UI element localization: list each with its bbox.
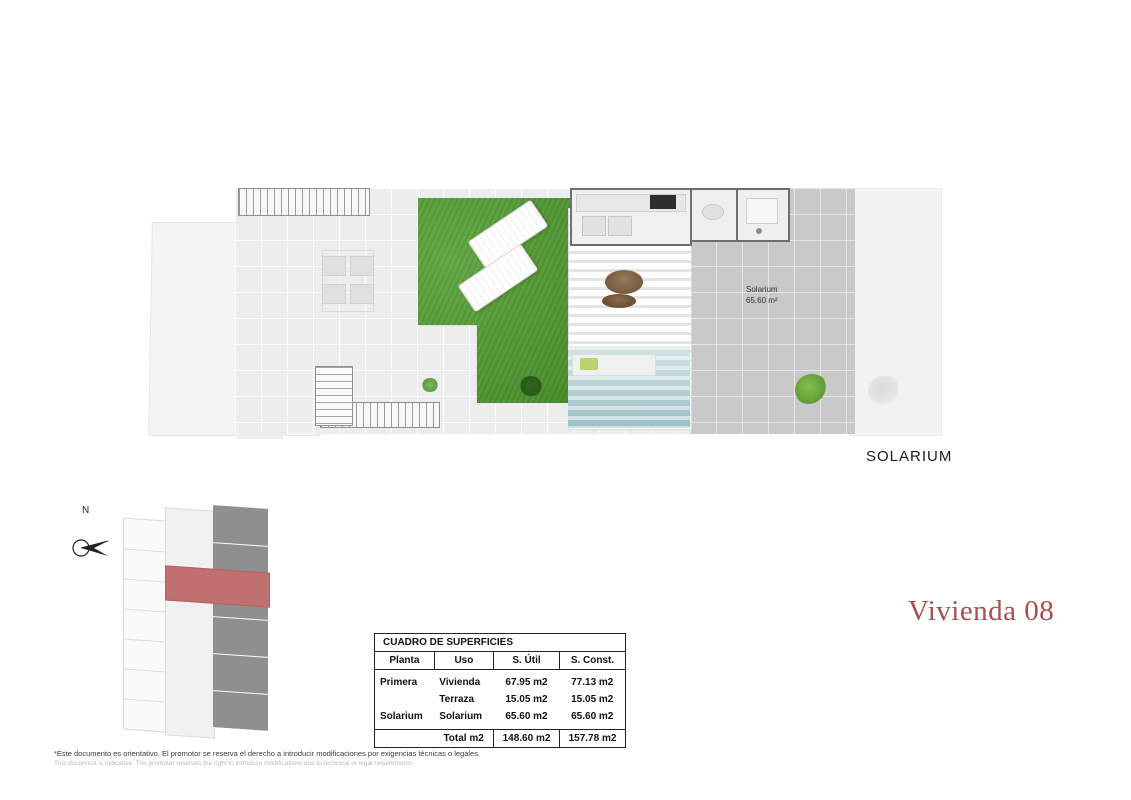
table-row — [375, 708, 626, 725]
table-title-row — [375, 634, 626, 652]
patio-chair — [350, 256, 374, 276]
total-const: 157.78 m2 — [559, 730, 625, 748]
total-label: Total m2 — [434, 730, 493, 748]
patio-chair — [322, 256, 346, 276]
plan-outdoor-kitchen — [570, 188, 692, 246]
table-row — [375, 674, 626, 691]
surfaces-table — [374, 633, 626, 748]
room-label-solarium — [746, 284, 778, 306]
plant-icon — [520, 376, 542, 396]
column-header-uso: Uso — [434, 652, 493, 670]
cushion — [580, 358, 598, 370]
plan-hatch-roof-top — [238, 188, 370, 216]
patio-chair — [322, 284, 346, 304]
column-header-planta: Planta — [375, 652, 435, 670]
plan-staircase — [315, 366, 353, 426]
round-table — [602, 294, 636, 308]
cell-const: 65.60 m2 — [559, 708, 625, 725]
north-arrow-svg — [68, 523, 114, 563]
cell-const: 15.05 m2 — [559, 691, 625, 708]
key-plan-highlight-unit — [165, 565, 270, 607]
cell-uso: Vivienda — [434, 674, 493, 691]
disclaimer — [54, 748, 754, 769]
key-plan-block-left — [123, 517, 167, 732]
cell-util: 65.60 m2 — [494, 708, 560, 725]
key-plan-block-right — [213, 505, 268, 731]
cell-const: 77.13 m2 — [559, 674, 625, 691]
toilet-icon — [702, 204, 724, 220]
table-title: CUADRO DE SUPERFICIES — [375, 634, 626, 652]
total-util: 148.60 m2 — [494, 730, 560, 748]
patio-chair — [350, 284, 374, 304]
drain-icon — [756, 228, 762, 234]
north-label: N — [82, 505, 90, 516]
cell-util: 67.95 m2 — [494, 674, 560, 691]
cell-planta: Primera — [375, 674, 435, 691]
key-plan-body — [123, 509, 268, 735]
plant-icon — [868, 376, 902, 406]
table-row — [375, 691, 626, 708]
cell-uso: Terraza — [434, 691, 493, 708]
table-header-row — [375, 652, 626, 670]
partition-wall — [736, 190, 738, 240]
round-table — [605, 270, 643, 294]
disclaimer-es: *Este documento es orientativo. El promotor se reserva el derecho a introducir modificaciones por exigencias técnicas o legales. — [54, 749, 481, 758]
key-plan — [68, 505, 288, 740]
sink-icon — [582, 216, 606, 236]
cell-planta: Solarium — [375, 708, 435, 725]
room-label-area: 65.60 m² — [746, 296, 778, 305]
plan-bathroom — [690, 188, 790, 242]
plant-icon — [795, 374, 829, 406]
table-total-row — [375, 730, 626, 748]
hob-icon — [650, 195, 676, 209]
surfaces-table-wrapper — [374, 633, 626, 748]
floor-plan — [150, 188, 940, 434]
room-label-name: Solarium — [746, 285, 778, 294]
north-arrow-icon — [68, 523, 114, 563]
cell-uso: Solarium — [434, 708, 493, 725]
column-header-util: S. Útil — [494, 652, 560, 670]
cell-util: 15.05 m2 — [494, 691, 560, 708]
plant-icon — [422, 378, 438, 392]
disclaimer-en: This document is indicative. The promoter reserves the right to introduce modifications due to technical or legal requirements. — [54, 760, 415, 767]
cell-planta — [375, 691, 435, 708]
key-plan-block-mid — [165, 507, 215, 738]
unit-title: Vivienda 08 — [908, 595, 1055, 627]
shower-icon — [746, 198, 778, 224]
plan-title: SOLARIUM — [866, 448, 953, 465]
column-header-const: S. Const. — [559, 652, 625, 670]
sink-icon — [608, 216, 632, 236]
